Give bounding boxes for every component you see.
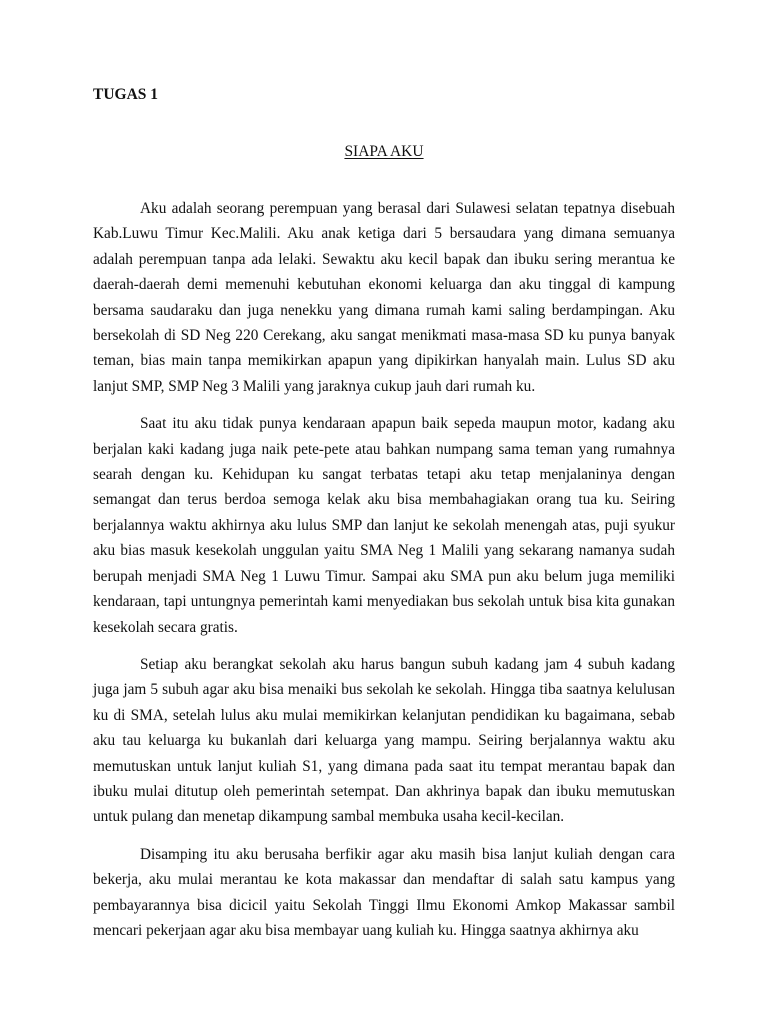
body-paragraph: Setiap aku berangkat sekolah aku harus bangun subuh kadang jam 4 subuh kadang juga jam 5 subuh agar aku bisa menaiki bus sekolah ke sekolah. Hingga tiba saatnya kelulusan ku di SMA, setelah lulus aku mulai memikirkan kelanjutan pendidikan ku bagaimana, sebab aku tau keluarga ku bukanlah dari keluarga yang mampu. Seiring berjalannya waktu aku memutuskan untuk lanjut kuliah S1, yang dimana pada saat itu tempat merantau bapak dan ibuku mulai ditutup oleh pemerintah setempat. Dan akhrinya bapak dan ibuku memutuskan untuk pulang dan menetap dikampung sambal membuka usaha kecil-kecilan. xyxy=(93,655,675,826)
body-paragraph: Disamping itu aku berusaha berfikir agar aku masih bisa lanjut kuliah dengan cara bekerja, aku mulai merantau ke kota makassar dan mendaftar di salah satu kampus yang pembayarannya bisa dicicil yaitu Sekolah Tinggi Ilmu Ekonomi Amkop Makassar sambil mencari pekerjaan agar aku bisa membayar uang kuliah ku. Hingga saatnya akhirnya aku xyxy=(93,845,675,939)
body-paragraph: Saat itu aku tidak punya kendaraan apapun baik sepeda maupun motor, kadang aku berjalan kaki kadang juga naik pete-pete atau bahkan numpang sama teman yang rumahnya searah dengan ku. Kehidupan ku sangat terbatas tetapi aku tetap menjalaninya dengan semangat dan terus berdoa semoga kelak aku bisa membahagiakan orang tua ku. Seiring berjalannya waktu akhirnya aku lulus SMP dan lanjut ke sekolah menengah atas, puji syukur aku bias masuk kesekolah unggulan yaitu SMA Neg 1 Malili yang sekarang namanya sudah berupah menjadi SMA Neg 1 Luwu Timur. Sampai aku SMA pun aku belum juga memiliki kendaraan, tapi untungnya pemerintah kami menyediakan bus sekolah untuk bisa kita gunakan kesekolah secara gratis. xyxy=(93,415,675,636)
document-heading: TUGAS 1 xyxy=(93,86,159,103)
document-body xyxy=(93,196,675,955)
body-paragraph: Aku adalah seorang perempuan yang berasal dari Sulawesi selatan tepatnya disebuah Kab.Luwu Timur Kec.Malili. Aku anak ketiga dari 5 bersaudara yang dimana semuanya adalah perempuan tanpa ada lelaki. Sewaktu aku kecil bapak dan ibuku sering merantua ke daerah-daerah demi memenuhi kebutuhan ekonomi keluarga dan aku tinggal di kampung bersama saudaraku dan juga nenekku yang dimana rumah kami saling berdampingan. Aku bersekolah di SD Neg 220 Cerekang, aku sangat menikmati masa-masa SD ku punya banyak teman, bias main tanpa memikirkan apapun yang dipikirkan hanyalah main. Lulus SD aku lanjut SMP, SMP Neg 3 Malili yang jaraknya cukup jauh dari rumah ku. xyxy=(93,200,675,395)
document-title-text: SIAPA AKU xyxy=(344,143,424,160)
document-title xyxy=(0,143,768,161)
